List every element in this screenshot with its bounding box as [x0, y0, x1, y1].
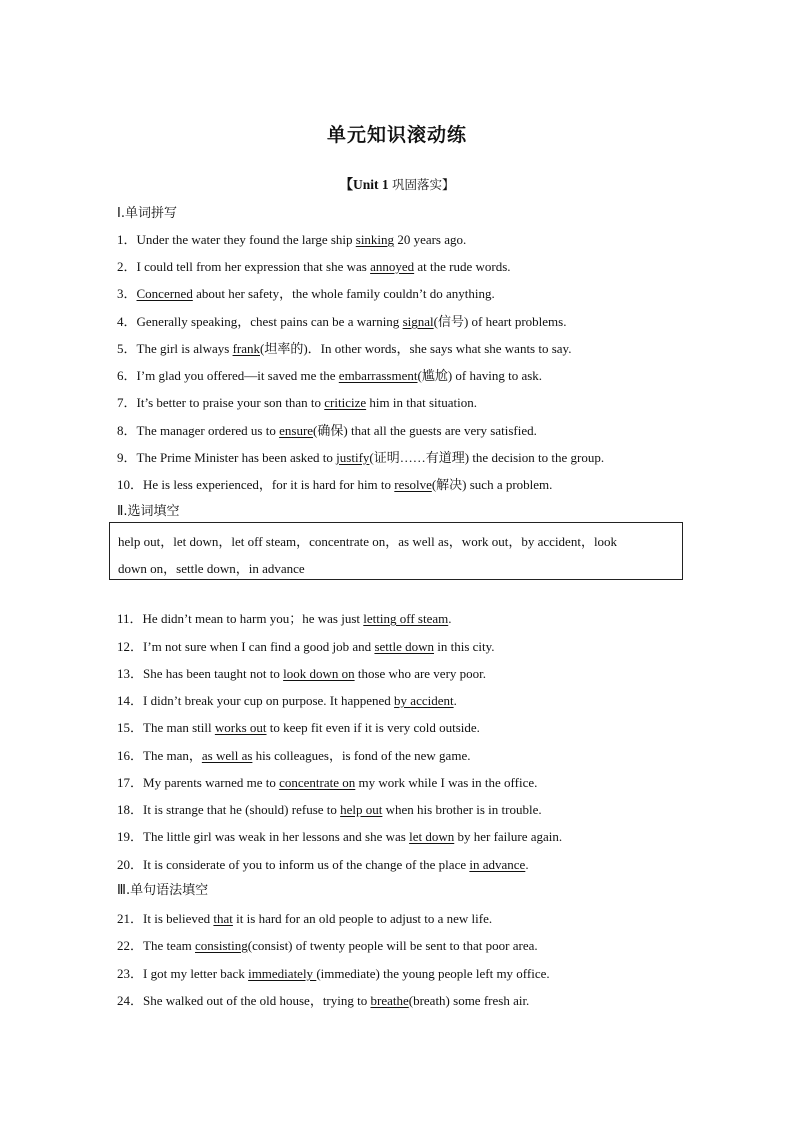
item-answer: signal	[402, 314, 434, 329]
item-text: 20 years ago.	[394, 232, 467, 247]
item-text: The Prime Minister has been asked to	[136, 450, 337, 465]
item-answer: sinking	[355, 232, 395, 247]
item-number: 22．	[117, 938, 144, 953]
item-text: .	[453, 693, 457, 708]
exercise-item	[117, 420, 537, 439]
item-answer: embarrassment	[338, 368, 418, 383]
item-text: I got my letter back	[143, 966, 249, 981]
item-answer: justify	[336, 450, 370, 465]
exercise-item	[117, 474, 552, 493]
item-text: (坦率的)．In other words，she says what she wants to say.	[260, 341, 572, 356]
exercise-item	[117, 717, 480, 736]
word-bank-box	[109, 522, 683, 580]
exercise-item	[117, 799, 542, 818]
item-number: 23．	[117, 966, 144, 981]
item-text: I’m not sure when I can find a good job and	[143, 639, 375, 654]
word-bank-line: down on，settle down，in advance	[118, 561, 305, 576]
item-number: 13．	[117, 666, 144, 681]
exercise-item	[117, 365, 542, 384]
item-answer: help out	[340, 802, 383, 817]
item-answer: breathe	[370, 993, 409, 1008]
item-text: I could tell from her expression that she was	[136, 259, 371, 274]
item-number: 9．	[117, 450, 137, 465]
exercise-item	[117, 772, 537, 791]
item-answer: ensure	[279, 423, 314, 438]
section-heading-grammar: Ⅲ.单句语法填空	[117, 883, 209, 898]
item-number: 2．	[117, 259, 137, 274]
item-text: I didn’t break your cup on purpose. It happened	[143, 693, 395, 708]
exercise-item	[117, 935, 538, 954]
item-answer: in advance	[469, 857, 526, 872]
unit-subtitle	[0, 173, 794, 193]
item-number: 17．	[117, 775, 144, 790]
item-text: It’s better to praise your son than to	[136, 395, 325, 410]
item-text: The man still	[143, 720, 215, 735]
item-answer: that	[213, 911, 233, 926]
item-answer: resolve	[394, 477, 432, 492]
item-text: The little girl was weak in her lessons and she was	[143, 829, 410, 844]
item-text: (consist) of twenty people will be sent to that poor area.	[247, 938, 538, 953]
item-text: The team	[143, 938, 195, 953]
unit-label: 【Unit 1	[339, 177, 389, 192]
item-text: My parents warned me to	[143, 775, 280, 790]
item-answer: consisting	[195, 938, 248, 953]
item-answer: look down on	[283, 666, 355, 681]
exercise-item	[117, 392, 477, 411]
exercise-item	[117, 826, 562, 845]
exercise-item	[117, 990, 529, 1009]
exercise-item	[117, 663, 486, 682]
item-number: 1．	[117, 232, 137, 247]
exercise-item	[117, 447, 604, 466]
item-number: 4．	[117, 314, 137, 329]
item-text: It is strange that he (should) refuse to	[143, 802, 341, 817]
item-number: 21．	[117, 911, 144, 926]
item-answer: by accident	[394, 693, 454, 708]
item-number: 12．	[117, 639, 144, 654]
exercise-item	[117, 963, 550, 982]
item-answer: settle down	[374, 639, 435, 654]
item-text: when his brother is in trouble.	[382, 802, 542, 817]
word-bank-line: help out，let down，let off steam，concentrate on，as well as，work out，by accident，look	[118, 534, 618, 549]
item-text: to keep fit even if it is very cold outside.	[266, 720, 480, 735]
item-text: She walked out of the old house，trying to	[143, 993, 371, 1008]
item-answer: Concerned	[136, 286, 193, 301]
exercise-item	[117, 745, 470, 764]
item-answer: annoyed	[370, 259, 415, 274]
item-number: 8．	[117, 423, 137, 438]
item-text: (证明……有道理) the decision to the group.	[369, 450, 605, 465]
item-text: The girl is always	[136, 341, 233, 356]
item-text: by her failure again.	[454, 829, 563, 844]
item-text: (信号) of heart problems.	[433, 314, 567, 329]
exercise-item	[117, 908, 492, 927]
item-text: (解决) such a problem.	[431, 477, 553, 492]
item-number: 20．	[117, 857, 144, 872]
item-text: Under the water they found the large ship	[136, 232, 356, 247]
item-text: He is less experienced，for it is hard for him to	[143, 477, 395, 492]
item-text: those who are very poor.	[354, 666, 487, 681]
item-text: It is believed	[143, 911, 214, 926]
item-text: (尴尬) of having to ask.	[417, 368, 543, 383]
item-text: (immediate) the young people left my office.	[316, 966, 550, 981]
exercise-item	[117, 256, 511, 275]
item-number: 19．	[117, 829, 144, 844]
section-heading-spelling: Ⅰ.单词拼写	[117, 206, 177, 221]
item-number: 10．	[117, 477, 144, 492]
item-text: (breath) some fresh air.	[408, 993, 530, 1008]
item-text: .	[448, 611, 452, 626]
item-text: He didn’t mean to harm you；he was just	[142, 611, 364, 626]
exercise-item	[117, 636, 495, 655]
item-answer: frank	[232, 341, 260, 356]
item-answer: as well as	[201, 748, 253, 763]
item-text: him in that situation.	[366, 395, 477, 410]
item-answer: concentrate on	[279, 775, 356, 790]
item-text: The manager ordered us to	[136, 423, 280, 438]
item-number: 3．	[117, 286, 137, 301]
item-number: 14．	[117, 693, 144, 708]
exercise-item	[117, 690, 457, 709]
page-title: 单元知识滚动练	[326, 124, 467, 146]
item-number: 5．	[117, 341, 137, 356]
item-text: Generally speaking，chest pains can be a warning	[136, 314, 403, 329]
item-number: 6．	[117, 368, 137, 383]
exercise-item	[117, 608, 451, 627]
item-text: It is considerate of you to inform us of the change of the place	[143, 857, 470, 872]
item-answer: let down	[409, 829, 455, 844]
unit-subtitle-rest: 巩固落实】	[392, 177, 455, 192]
exercise-item	[117, 338, 571, 357]
exercise-item	[117, 854, 529, 873]
item-text: I’m glad you offered—it saved me the	[136, 368, 339, 383]
item-text: .	[525, 857, 529, 872]
item-number: 24．	[117, 993, 144, 1008]
item-number: 7．	[117, 395, 137, 410]
exercise-item	[117, 283, 495, 302]
item-answer: criticize	[324, 395, 367, 410]
item-text: at the rude words.	[414, 259, 511, 274]
item-text: about her safety，the whole family couldn’t do anything.	[192, 286, 495, 301]
item-text: his colleagues，is fond of the new game.	[252, 748, 471, 763]
item-answer: letting off steam	[363, 611, 449, 626]
item-text: (确保) that all the guests are very satisfied.	[313, 423, 537, 438]
item-text: She has been taught not to	[143, 666, 284, 681]
item-text: in this city.	[434, 639, 495, 654]
exercise-item	[117, 229, 466, 248]
item-answer: immediately	[248, 966, 317, 981]
item-answer: works out	[214, 720, 267, 735]
item-number: 15．	[117, 720, 144, 735]
item-text: it is hard for an old people to adjust to a new life.	[232, 911, 493, 926]
item-text: my work while I was in the office.	[355, 775, 538, 790]
item-number: 11．	[117, 611, 143, 626]
exercise-item	[117, 311, 566, 330]
item-number: 16．	[117, 748, 144, 763]
item-number: 18．	[117, 802, 144, 817]
section-heading-phrases: Ⅱ.选词填空	[117, 504, 180, 519]
item-text: The man，	[143, 748, 202, 763]
